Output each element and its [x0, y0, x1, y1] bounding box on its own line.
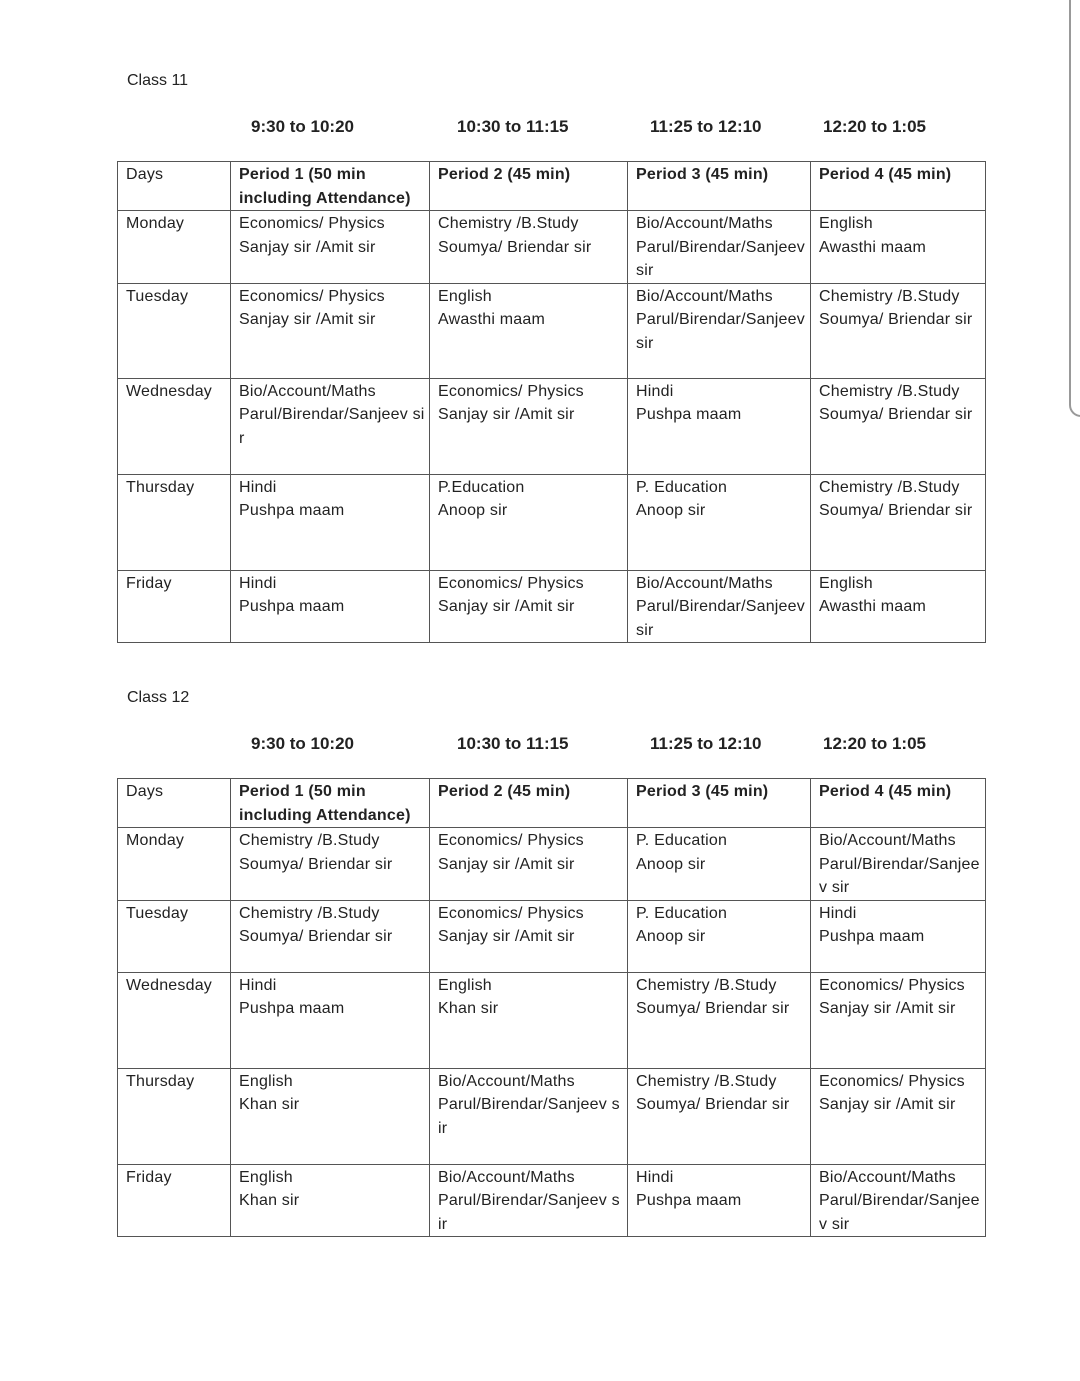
class-label: Class 12: [127, 689, 190, 706]
day-cell: Thursday: [118, 474, 231, 570]
period-cell: [231, 474, 430, 570]
teacher: Awasthi maam: [819, 238, 927, 256]
class-label: Class 11: [127, 72, 189, 89]
period-cell: [430, 972, 628, 1068]
teacher: Khan sir: [438, 1000, 499, 1017]
teacher: Soumya/ Briendar sir: [819, 311, 973, 328]
period-time: 10:30 to 11:15: [457, 117, 569, 136]
subject: Chemistry /B.Study: [438, 215, 579, 232]
period-cell: [811, 283, 986, 378]
teacher: Parul/Birendar/Sanjeev sir: [819, 855, 980, 896]
subject: English: [819, 215, 873, 232]
table-row: [118, 900, 986, 972]
teacher: Sanjay sir /Amit sir: [438, 598, 575, 615]
teacher: Pushpa maam: [239, 598, 345, 615]
subject: English: [438, 287, 492, 305]
subject: Bio/Account/Maths: [438, 1072, 575, 1090]
subject: P. Education: [636, 832, 728, 849]
period-cell: [430, 474, 628, 570]
subject: Hindi: [239, 574, 277, 592]
teacher: Pushpa maam: [239, 1000, 345, 1017]
period-cell: [430, 378, 628, 474]
period-cell: [430, 211, 628, 284]
period-cell: [231, 283, 430, 378]
period-cell: [628, 828, 811, 901]
period-cell: [628, 1068, 811, 1164]
period-header: Period 4 (45 min): [811, 162, 986, 211]
day-cell: Thursday: [118, 1068, 231, 1164]
teacher: Sanjay sir /Amit sir: [819, 1096, 956, 1113]
period-header: Period 1 (50 min including Attendance): [231, 779, 430, 828]
table-row: [118, 828, 986, 901]
subject: Bio/Account/Maths: [438, 1168, 575, 1186]
subject: P. Education: [636, 478, 728, 496]
period-header: Period 3 (45 min): [628, 779, 811, 828]
period-cell: [430, 1068, 628, 1164]
subject: Chemistry /B.Study: [239, 904, 380, 922]
period-cell: [231, 211, 430, 284]
day-cell: Monday: [118, 211, 231, 284]
period-cell: [628, 1164, 811, 1237]
subject: Economics/ Physics: [239, 215, 385, 232]
subject: Economics/ Physics: [239, 287, 385, 305]
teacher: Sanjay sir /Amit sir: [438, 406, 575, 423]
period-header: Period 2 (45 min): [430, 162, 628, 211]
teacher: Parul/Birendar/Sanjeev sir: [636, 598, 805, 639]
subject: Hindi: [636, 382, 674, 400]
days-header: Days: [118, 162, 231, 211]
period-cell: [430, 828, 628, 901]
table-row: [118, 211, 986, 284]
period-time: 11:25 to 12:10: [650, 117, 762, 136]
header-row: [118, 162, 986, 211]
subject: Economics/ Physics: [438, 832, 584, 849]
subject: English: [819, 574, 873, 592]
period-time: 9:30 to 10:20: [251, 117, 354, 136]
period-cell: [430, 900, 628, 972]
day-cell: Wednesday: [118, 972, 231, 1068]
table-row: [118, 378, 986, 474]
teacher: Awasthi maam: [438, 311, 546, 328]
table-row: [118, 1164, 986, 1237]
period-cell: [811, 972, 986, 1068]
period-cell: [231, 1164, 430, 1237]
subject: Economics/ Physics: [819, 1072, 965, 1090]
teacher: Soumya/ Briendar sir: [636, 1096, 790, 1113]
subject: Chemistry /B.Study: [819, 287, 960, 305]
period-time: 10:30 to 11:15: [457, 734, 569, 753]
period-cell: [231, 1068, 430, 1164]
period-cell: [811, 570, 986, 643]
subject: Bio/Account/Maths: [239, 382, 376, 400]
subject: Hindi: [239, 478, 277, 496]
subject: Economics/ Physics: [819, 976, 965, 994]
period-cell: [811, 1068, 986, 1164]
teacher: Sanjay sir /Amit sir: [239, 311, 376, 328]
teacher: Anoop sir: [636, 502, 706, 519]
table-row: [118, 972, 986, 1068]
teacher: Khan sir: [239, 1192, 300, 1209]
subject: Hindi: [819, 904, 857, 922]
teacher: Anoop sir: [636, 928, 706, 945]
period-cell: [231, 972, 430, 1068]
subject: Chemistry /B.Study: [239, 832, 380, 849]
scrollbar-edge: [1069, 0, 1080, 417]
period-time: 12:20 to 1:05: [823, 117, 926, 136]
subject: Hindi: [239, 976, 277, 994]
subject: Bio/Account/Maths: [636, 574, 773, 592]
teacher: Pushpa maam: [819, 928, 925, 945]
teacher: Pushpa maam: [239, 502, 345, 519]
period-cell: [231, 900, 430, 972]
teacher: Soumya/ Briendar sir: [636, 1000, 790, 1017]
teacher: Anoop sir: [636, 855, 706, 873]
subject: English: [239, 1168, 293, 1186]
table-row: [118, 283, 986, 378]
period-cell: [811, 378, 986, 474]
teacher: Pushpa maam: [636, 406, 742, 423]
period-header: Period 4 (45 min): [811, 779, 986, 828]
period-cell: [231, 828, 430, 901]
subject: Economics/ Physics: [438, 382, 584, 400]
period-header: Period 3 (45 min): [628, 162, 811, 211]
period-cell: [811, 828, 986, 901]
teacher: Parul/Birendar/Sanjeev sir: [636, 238, 805, 279]
subject: P.Education: [438, 478, 525, 496]
day-cell: Wednesday: [118, 378, 231, 474]
day-cell: Friday: [118, 1164, 231, 1237]
teacher: Parul/Birendar/Sanjeev sir: [239, 406, 425, 447]
period-cell: [811, 474, 986, 570]
period-cell: [628, 972, 811, 1068]
period-cell: [231, 570, 430, 643]
subject: Chemistry /B.Study: [636, 1072, 777, 1090]
table-row: [118, 474, 986, 570]
teacher: Parul/Birendar/Sanjeev sir: [636, 311, 805, 352]
teacher: Sanjay sir /Amit sir: [819, 1000, 956, 1017]
teacher: Anoop sir: [438, 502, 508, 519]
period-cell: [628, 570, 811, 643]
teacher: Khan sir: [239, 1096, 300, 1113]
teacher: Parul/Birendar/Sanjeev sir: [438, 1096, 620, 1137]
subject: English: [438, 976, 492, 994]
teacher: Sanjay sir /Amit sir: [239, 238, 376, 256]
teacher: Sanjay sir /Amit sir: [438, 928, 575, 945]
teacher: Soumya/ Briendar sir: [239, 928, 393, 945]
period-cell: [628, 283, 811, 378]
teacher: Pushpa maam: [636, 1192, 742, 1209]
timetable: [117, 161, 986, 643]
teacher: Sanjay sir /Amit sir: [438, 855, 575, 873]
subject: English: [239, 1072, 293, 1090]
timetable: [117, 778, 986, 1237]
period-cell: [231, 378, 430, 474]
subject: Economics/ Physics: [438, 574, 584, 592]
subject: Bio/Account/Maths: [636, 287, 773, 305]
period-cell: [628, 378, 811, 474]
period-time: 11:25 to 12:10: [650, 734, 762, 753]
subject: Bio/Account/Maths: [819, 832, 956, 849]
subject: Bio/Account/Maths: [636, 215, 773, 232]
teacher: Awasthi maam: [819, 598, 927, 615]
subject: Economics/ Physics: [438, 904, 584, 922]
subject: Hindi: [636, 1168, 674, 1186]
period-cell: [430, 1164, 628, 1237]
teacher: Soumya/ Briendar sir: [819, 406, 973, 423]
period-cell: [430, 283, 628, 378]
period-header: Period 2 (45 min): [430, 779, 628, 828]
days-header: Days: [118, 779, 231, 828]
day-cell: Tuesday: [118, 283, 231, 378]
period-time: 12:20 to 1:05: [823, 734, 926, 753]
period-cell: [430, 570, 628, 643]
teacher: Parul/Birendar/Sanjeev sir: [819, 1192, 980, 1233]
subject: Chemistry /B.Study: [819, 382, 960, 400]
period-cell: [811, 1164, 986, 1237]
period-cell: [628, 900, 811, 972]
period-cell: [628, 211, 811, 284]
table-row: [118, 1068, 986, 1164]
table-row: [118, 570, 986, 643]
day-cell: Monday: [118, 828, 231, 901]
day-cell: Tuesday: [118, 900, 231, 972]
header-row: [118, 779, 986, 828]
period-time: 9:30 to 10:20: [251, 734, 354, 753]
subject: P. Education: [636, 904, 728, 922]
subject: Bio/Account/Maths: [819, 1168, 956, 1186]
period-cell: [628, 474, 811, 570]
teacher: Soumya/ Briendar sir: [239, 855, 393, 873]
subject: Chemistry /B.Study: [819, 478, 960, 496]
day-cell: Friday: [118, 570, 231, 643]
teacher: Soumya/ Briendar sir: [819, 502, 973, 519]
subject: Chemistry /B.Study: [636, 976, 777, 994]
teacher: Soumya/ Briendar sir: [438, 238, 592, 256]
period-header: Period 1 (50 min including Attendance): [231, 162, 430, 211]
period-cell: [811, 900, 986, 972]
teacher: Parul/Birendar/Sanjeev sir: [438, 1192, 620, 1233]
period-cell: [811, 211, 986, 284]
